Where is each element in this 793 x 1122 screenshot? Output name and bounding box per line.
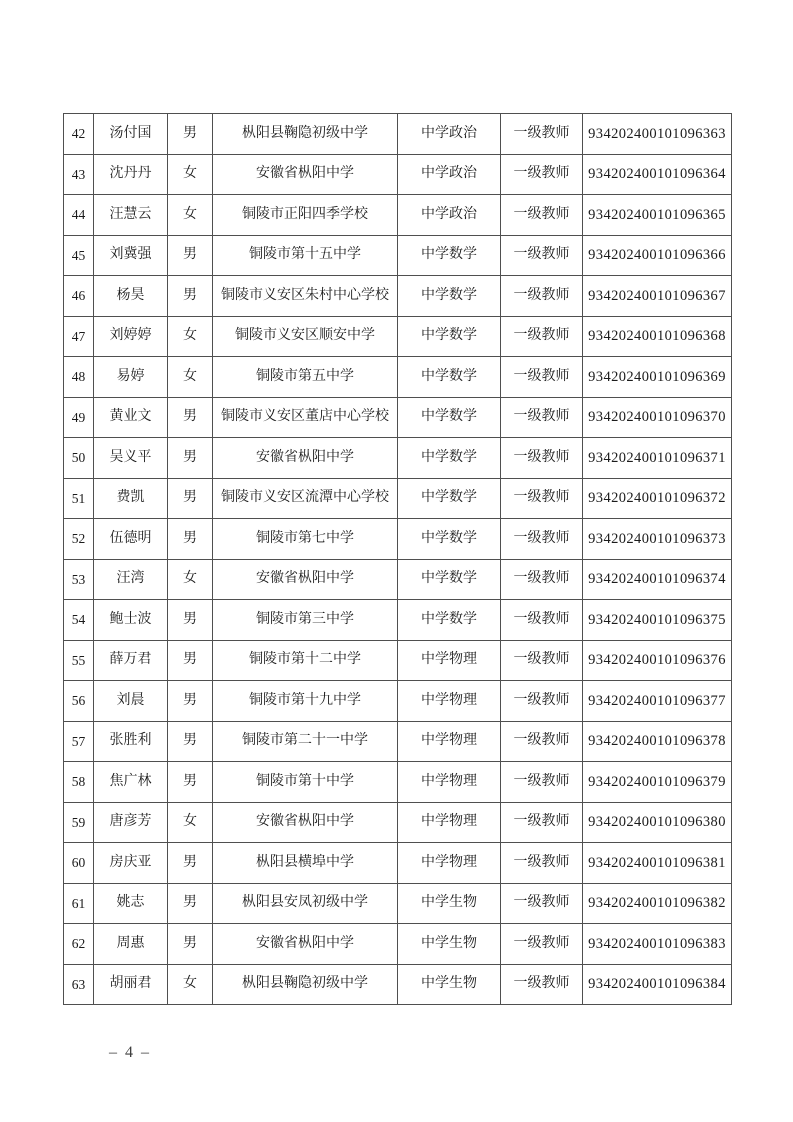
cell-name: 汤付国 [94,114,168,155]
cell-gender: 女 [168,559,213,600]
table-row [64,843,732,884]
cell-cert: 934202400101096374 [583,559,732,600]
cell-name: 姚志 [94,883,168,924]
cell-title: 一级教师 [501,478,583,519]
cell-name: 汪慧云 [94,195,168,236]
cell-school: 枞阳县安凤初级中学 [213,883,398,924]
cell-name: 鲍士波 [94,600,168,641]
cell-gender: 男 [168,235,213,276]
cell-no: 57 [64,721,94,762]
cell-no: 49 [64,397,94,438]
cell-no: 42 [64,114,94,155]
cell-cert: 934202400101096366 [583,235,732,276]
cell-school: 铜陵市第十九中学 [213,681,398,722]
cell-gender: 女 [168,195,213,236]
table-row [64,357,732,398]
cell-cert: 934202400101096376 [583,640,732,681]
cell-no: 59 [64,802,94,843]
cell-title: 一级教师 [501,276,583,317]
cell-name: 易婷 [94,357,168,398]
cell-no: 60 [64,843,94,884]
cell-title: 一级教师 [501,721,583,762]
cell-school: 铜陵市义安区流潭中心学校 [213,478,398,519]
cell-school: 铜陵市第十中学 [213,762,398,803]
page-number: – 4 – [109,1044,151,1061]
cell-name: 周惠 [94,924,168,965]
cell-cert: 934202400101096363 [583,114,732,155]
cell-title: 一级教师 [501,559,583,600]
cell-subject: 中学生物 [398,883,501,924]
table-row [64,762,732,803]
cell-title: 一级教师 [501,883,583,924]
cell-subject: 中学数学 [398,519,501,560]
cell-no: 52 [64,519,94,560]
cell-subject: 中学数学 [398,478,501,519]
table-row [64,276,732,317]
cell-cert: 934202400101096369 [583,357,732,398]
cell-no: 50 [64,438,94,479]
table-row [64,235,732,276]
cell-name: 胡丽君 [94,964,168,1005]
table-row [64,883,732,924]
cell-subject: 中学数学 [398,438,501,479]
cell-subject: 中学生物 [398,964,501,1005]
cell-gender: 男 [168,600,213,641]
cell-gender: 男 [168,519,213,560]
table-row [64,559,732,600]
table-row [64,154,732,195]
cell-title: 一级教师 [501,762,583,803]
cell-name: 唐彦芳 [94,802,168,843]
cell-name: 黄业文 [94,397,168,438]
cell-school: 铜陵市义安区朱村中心学校 [213,276,398,317]
cell-title: 一级教师 [501,640,583,681]
cell-name: 伍德明 [94,519,168,560]
cell-subject: 中学数学 [398,357,501,398]
cell-school: 安徽省枞阳中学 [213,802,398,843]
cell-gender: 男 [168,721,213,762]
cell-cert: 934202400101096381 [583,843,732,884]
cell-subject: 中学物理 [398,843,501,884]
cell-subject: 中学物理 [398,762,501,803]
cell-cert: 934202400101096375 [583,600,732,641]
cell-name: 刘冀强 [94,235,168,276]
cell-title: 一级教师 [501,519,583,560]
cell-subject: 中学数学 [398,276,501,317]
cell-gender: 男 [168,114,213,155]
cell-school: 安徽省枞阳中学 [213,924,398,965]
cell-title: 一级教师 [501,114,583,155]
cell-no: 43 [64,154,94,195]
cell-gender: 男 [168,681,213,722]
cell-no: 46 [64,276,94,317]
cell-cert: 934202400101096378 [583,721,732,762]
cell-subject: 中学数学 [398,559,501,600]
cell-title: 一级教师 [501,154,583,195]
cell-name: 吴义平 [94,438,168,479]
cell-name: 房庆亚 [94,843,168,884]
cell-cert: 934202400101096379 [583,762,732,803]
cell-name: 汪湾 [94,559,168,600]
cell-school: 铜陵市义安区顺安中学 [213,316,398,357]
cell-school: 铜陵市第五中学 [213,357,398,398]
cell-no: 58 [64,762,94,803]
cell-title: 一级教师 [501,802,583,843]
cell-title: 一级教师 [501,195,583,236]
cell-subject: 中学数学 [398,397,501,438]
table-row [64,681,732,722]
cell-school: 枞阳县横埠中学 [213,843,398,884]
cell-no: 61 [64,883,94,924]
cell-name: 焦广林 [94,762,168,803]
cell-title: 一级教师 [501,681,583,722]
table-row [64,316,732,357]
cell-subject: 中学物理 [398,802,501,843]
cell-gender: 男 [168,883,213,924]
cell-cert: 934202400101096367 [583,276,732,317]
cell-cert: 934202400101096365 [583,195,732,236]
cell-cert: 934202400101096372 [583,478,732,519]
cell-cert: 934202400101096383 [583,924,732,965]
cell-gender: 女 [168,154,213,195]
cell-cert: 934202400101096371 [583,438,732,479]
cell-name: 刘晨 [94,681,168,722]
cell-cert: 934202400101096368 [583,316,732,357]
cell-gender: 女 [168,802,213,843]
cell-title: 一级教师 [501,924,583,965]
cell-subject: 中学数学 [398,600,501,641]
table-row [64,600,732,641]
cell-no: 51 [64,478,94,519]
cell-gender: 女 [168,964,213,1005]
table-row [64,964,732,1005]
cell-school: 安徽省枞阳中学 [213,438,398,479]
cell-no: 62 [64,924,94,965]
cell-gender: 男 [168,397,213,438]
cell-school: 铜陵市第十五中学 [213,235,398,276]
cell-gender: 女 [168,357,213,398]
cell-no: 53 [64,559,94,600]
cell-title: 一级教师 [501,438,583,479]
table-row [64,438,732,479]
cell-title: 一级教师 [501,964,583,1005]
cell-school: 安徽省枞阳中学 [213,559,398,600]
cell-cert: 934202400101096373 [583,519,732,560]
cell-cert: 934202400101096377 [583,681,732,722]
cell-title: 一级教师 [501,600,583,641]
cell-no: 56 [64,681,94,722]
cell-cert: 934202400101096364 [583,154,732,195]
table-row [64,924,732,965]
table-row [64,195,732,236]
cell-title: 一级教师 [501,235,583,276]
cell-gender: 男 [168,762,213,803]
cell-school: 枞阳县鞠隐初级中学 [213,964,398,1005]
cell-school: 铜陵市义安区董店中心学校 [213,397,398,438]
cell-school: 枞阳县鞠隐初级中学 [213,114,398,155]
table-row [64,640,732,681]
cell-title: 一级教师 [501,397,583,438]
cell-subject: 中学物理 [398,721,501,762]
cell-school: 铜陵市第三中学 [213,600,398,641]
cell-gender: 男 [168,924,213,965]
cell-no: 63 [64,964,94,1005]
table-row [64,397,732,438]
table-row [64,802,732,843]
cell-gender: 女 [168,316,213,357]
cell-gender: 男 [168,276,213,317]
cell-school: 铜陵市第七中学 [213,519,398,560]
cell-cert: 934202400101096370 [583,397,732,438]
cell-gender: 男 [168,640,213,681]
cell-cert: 934202400101096380 [583,802,732,843]
table-row [64,519,732,560]
cell-subject: 中学政治 [398,195,501,236]
cell-no: 48 [64,357,94,398]
table-row [64,114,732,155]
cell-subject: 中学政治 [398,114,501,155]
cell-gender: 男 [168,843,213,884]
cell-gender: 男 [168,438,213,479]
cell-subject: 中学数学 [398,316,501,357]
cell-name: 刘婷婷 [94,316,168,357]
cell-name: 沈丹丹 [94,154,168,195]
cell-subject: 中学政治 [398,154,501,195]
cell-subject: 中学生物 [398,924,501,965]
cell-school: 铜陵市第二十一中学 [213,721,398,762]
table-row [64,478,732,519]
cell-title: 一级教师 [501,357,583,398]
teacher-roster-table [63,113,732,1005]
table-row [64,721,732,762]
cell-no: 54 [64,600,94,641]
cell-no: 55 [64,640,94,681]
cell-name: 杨昊 [94,276,168,317]
cell-gender: 男 [168,478,213,519]
cell-subject: 中学物理 [398,640,501,681]
cell-no: 47 [64,316,94,357]
cell-no: 45 [64,235,94,276]
cell-cert: 934202400101096384 [583,964,732,1005]
cell-name: 薛万君 [94,640,168,681]
cell-no: 44 [64,195,94,236]
cell-subject: 中学数学 [398,235,501,276]
cell-name: 费凯 [94,478,168,519]
cell-name: 张胜利 [94,721,168,762]
cell-title: 一级教师 [501,843,583,884]
cell-title: 一级教师 [501,316,583,357]
cell-school: 安徽省枞阳中学 [213,154,398,195]
cell-cert: 934202400101096382 [583,883,732,924]
cell-school: 铜陵市第十二中学 [213,640,398,681]
cell-school: 铜陵市正阳四季学校 [213,195,398,236]
cell-subject: 中学物理 [398,681,501,722]
